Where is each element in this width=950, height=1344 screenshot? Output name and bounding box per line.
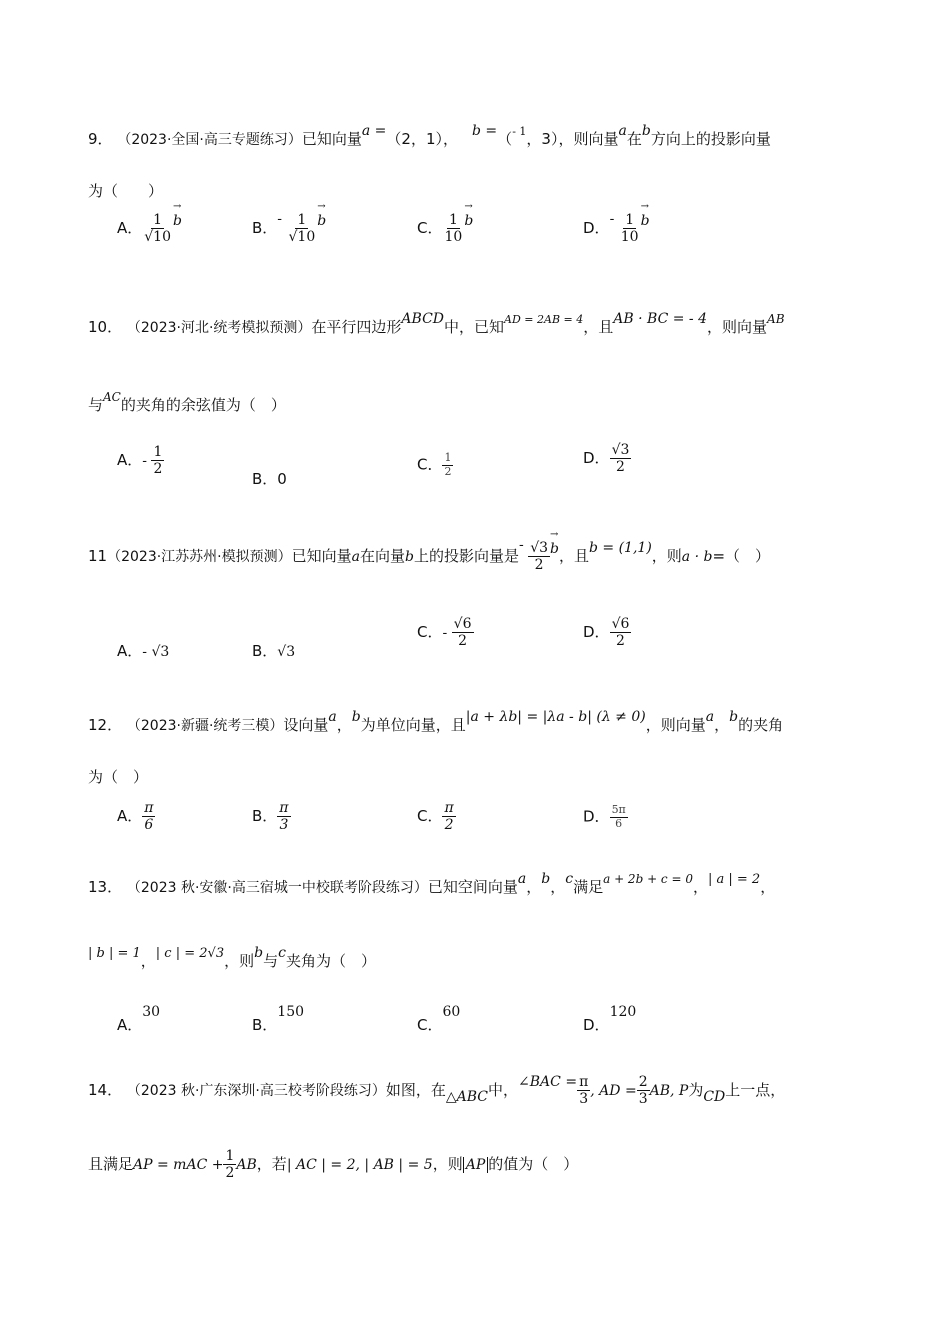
question-source: （2023·新疆·统考三模） (126, 718, 284, 734)
question-12-option-a[interactable]: A． $\frac{\pi}{6}$ (117, 800, 154, 834)
question-10-option-c[interactable]: C． $\frac{1}{2}$ (417, 451, 452, 478)
fraction: $\frac{1}{10}$ (444, 212, 463, 246)
question-number: 9． (88, 130, 113, 148)
question-13-line-2: | b | = 1，| c | = 2√3，则b与c夹角为（ ） (88, 945, 376, 970)
question-9-option-a[interactable]: A． $\frac{1}{√10}$ → b (117, 212, 182, 245)
question-9-option-d[interactable]: D．- $\frac{1}{10}$ → b (583, 212, 650, 245)
math-vector-a: a = (361, 123, 387, 139)
question-source: （2023·河北·统考模拟预测） (126, 320, 312, 336)
question-13-option-d[interactable]: D．120 (583, 1004, 637, 1034)
question-11-option-c[interactable]: C．- $\frac{√6}{2}$ (417, 616, 472, 650)
question-12-line-1: 12． （2023·新疆·统考三模）设向量a，b为单位向量，且|a + λb| = |λa - b| (λ ≠ 0)，则向量a，b的夹角 (88, 709, 784, 734)
question-11-option-d[interactable]: D． $\frac{√6}{2}$ (583, 616, 630, 650)
question-12-option-c[interactable]: C． $\frac{\pi}{2}$ (417, 800, 454, 834)
question-number: 14． (88, 1081, 123, 1100)
question-10-line-2: 与$^{AC}$的夹角的余弦值为（ ） (88, 390, 286, 414)
question-9-option-b[interactable]: B．- $\frac{1}{√10}$ → b (252, 212, 326, 245)
question-number: 11 (88, 547, 108, 566)
question-number: 13． (88, 878, 123, 896)
question-11-option-a[interactable]: A．- √3 (117, 642, 170, 660)
question-12-line-2: 为（ ） (88, 768, 149, 786)
fraction: $\frac{1}{√10}$ (144, 212, 172, 246)
question-10-option-b[interactable]: B．0 (252, 470, 287, 488)
question-14-line-2: 且满足AP = mAC + $\frac{1}{2}$ AB，若| AC | = 2, | AB | = 5，则 AP 的值为（ ） (88, 1148, 579, 1182)
question-14-line-1: 14． （2023 秋·广东深圳·高三校考阶段练习）如图，在△ABC中，∠BAC = $\frac{\pi}{3}$ , AD = $\frac{2}{3}$ AB, P为CD上一点， (88, 1074, 786, 1108)
question-9-line-2: 为（ ） (88, 182, 164, 200)
question-number: 12． (88, 716, 123, 734)
question-10-option-a[interactable]: A．- $\frac{1}{2}$ (117, 444, 163, 478)
question-11-option-b[interactable]: B．√3 (252, 642, 296, 660)
question-13-option-b[interactable]: B．150 (252, 1004, 305, 1034)
question-source: （2023 秋·安徽·高三宿城一中校联考阶段练习） (126, 880, 428, 896)
question-9-line-1: 9． （2023·全国·高三专题练习）已知向量a =（2，1）， b =（$^{- 1}$，3），则向量a在b方向上的投影向量 (88, 123, 771, 148)
question-number: 10． (88, 318, 123, 336)
question-source: （2023·全国·高三专题练习） (117, 132, 302, 148)
question-13-option-c[interactable]: C．60 (417, 1004, 461, 1034)
question-source: （2023 秋·广东深圳·高三校考阶段练习） (126, 1083, 386, 1100)
question-10-option-d[interactable]: D． $\frac{√3}{2}$ (583, 442, 630, 476)
question-9-option-c[interactable]: C． $\frac{1}{10}$ → b (417, 212, 473, 245)
question-10-line-1: 10． （2023·河北·统考模拟预测）在平行四边形ABCD中，已知$^{AD = 2AB = 4}$，且AB · BC = - 4，则向量$^{AB}$ (88, 311, 785, 336)
question-12-option-b[interactable]: B． $\frac{\pi}{3}$ (252, 800, 289, 834)
question-13-option-a[interactable]: A．30 (117, 1004, 161, 1034)
fraction: $\frac{1}{10}$ (620, 212, 639, 246)
question-12-option-d[interactable]: D． $\frac{5\pi}{6}$ (583, 803, 626, 830)
question-11-line-1: 11（2023·江苏苏州·模拟预测）已知向量a在向量b上的投影向量是- $\frac{√3}{2}$ → b，且b = (1,1)，则a · b=（ ） (88, 540, 770, 573)
question-13-line-1: 13． （2023 秋·安徽·高三宿城一中校联考阶段练习）已知空间向量a，b，c满足$^{a + 2b + c = 0}$，| a | = 2， (88, 871, 776, 896)
math-vector-b: b = (472, 123, 498, 139)
question-source: （2023·江苏苏州·模拟预测） (107, 549, 292, 566)
fraction: $\frac{1}{√10}$ (288, 212, 316, 246)
